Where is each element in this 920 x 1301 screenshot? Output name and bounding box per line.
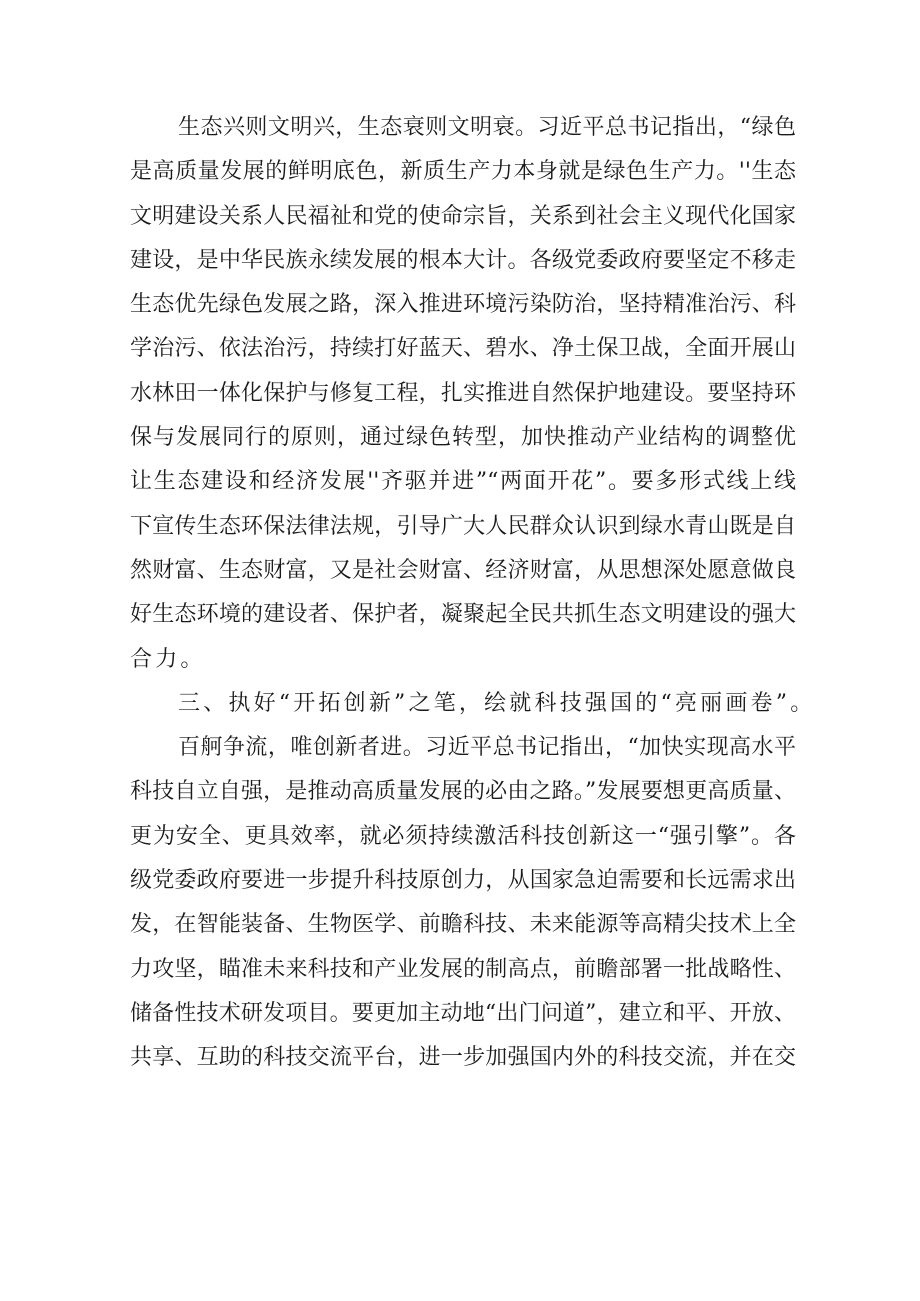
paragraph-line: 力攻坚，瞄准未来科技和产业发展的制高点，前瞻部署一批战略性、 xyxy=(130,956,796,982)
paragraph-ecology xyxy=(130,106,796,682)
paragraph-line: 级党委政府要进一步提升科技原创力，从国家急迫需要和长远需求出 xyxy=(130,868,796,894)
document-body xyxy=(130,106,816,1081)
paragraph-line: 好生态环境的建设者、保护者，凝聚起全民共抓生态文明建设的强大 xyxy=(130,602,796,628)
paragraph-line: 储备性技术研发项目。要更加主动地“出门问道”，建立和平、开放、 xyxy=(130,1000,796,1026)
paragraph-line: 让生态建设和经济发展''齐驱并进”“两面开花”。要多形式线上线 xyxy=(130,469,796,495)
paragraph-line: 是高质量发展的鲜明底色，新质生产力本身就是绿色生产力。''生态 xyxy=(130,159,796,185)
paragraph-line: 保与发展同行的原则，通过绿色转型，加快推动产业结构的调整优 xyxy=(130,425,796,451)
paragraph-line: 水林田一体化保护与修复工程，扎实推进自然保护地建设。要坚持环 xyxy=(130,380,796,406)
paragraph-line: 科技自立自强，是推动高质量发展的必由之路。”发展要想更高质量、 xyxy=(130,779,796,805)
paragraph-line: 建设，是中华民族永续发展的根本大计。各级党委政府要坚定不移走 xyxy=(130,247,796,273)
paragraph-line: 生态优先绿色发展之路，深入推进环境污染防治，坚持精准治污、科 xyxy=(130,292,796,318)
paragraph-line: 更为安全、更具效率，就必须持续激活科技创新这一“强引擎”。各 xyxy=(130,823,796,849)
paragraph-innovation xyxy=(130,726,796,1080)
section-heading: 三、执好“开拓创新”之笔，绘就科技强国的“亮丽画卷”。 xyxy=(178,690,816,716)
paragraph-line: 发，在智能装备、生物医学、前瞻科技、未来能源等高精尖技术上全 xyxy=(130,912,796,938)
paragraph-line: 生态兴则文明兴，生态衰则文明衰。习近平总书记指出，“绿色 xyxy=(178,115,796,140)
paragraph-line: 百舸争流，唯创新者进。习近平总书记指出，“加快实现高水平 xyxy=(178,735,796,761)
paragraph-line: 然财富、生态财富，又是社会财富、经济财富，从思想深处愿意做良 xyxy=(130,557,796,583)
paragraph-line: 学治污、依法治污，持续打好蓝天、碧水、净土保卫战，全面开展山 xyxy=(130,336,796,362)
paragraph-line: 下宣传生态环保法律法规，引导广大人民群众认识到绿水青山既是自 xyxy=(130,513,796,539)
paragraph-line: 文明建设关系人民福祉和党的使命宗旨，关系到社会主义现代化国家 xyxy=(130,203,796,229)
paragraph-line: 合力。 xyxy=(130,646,206,672)
paragraph-line: 共享、互助的科技交流平台，进一步加强国内外的科技交流，并在交 xyxy=(130,1045,796,1071)
